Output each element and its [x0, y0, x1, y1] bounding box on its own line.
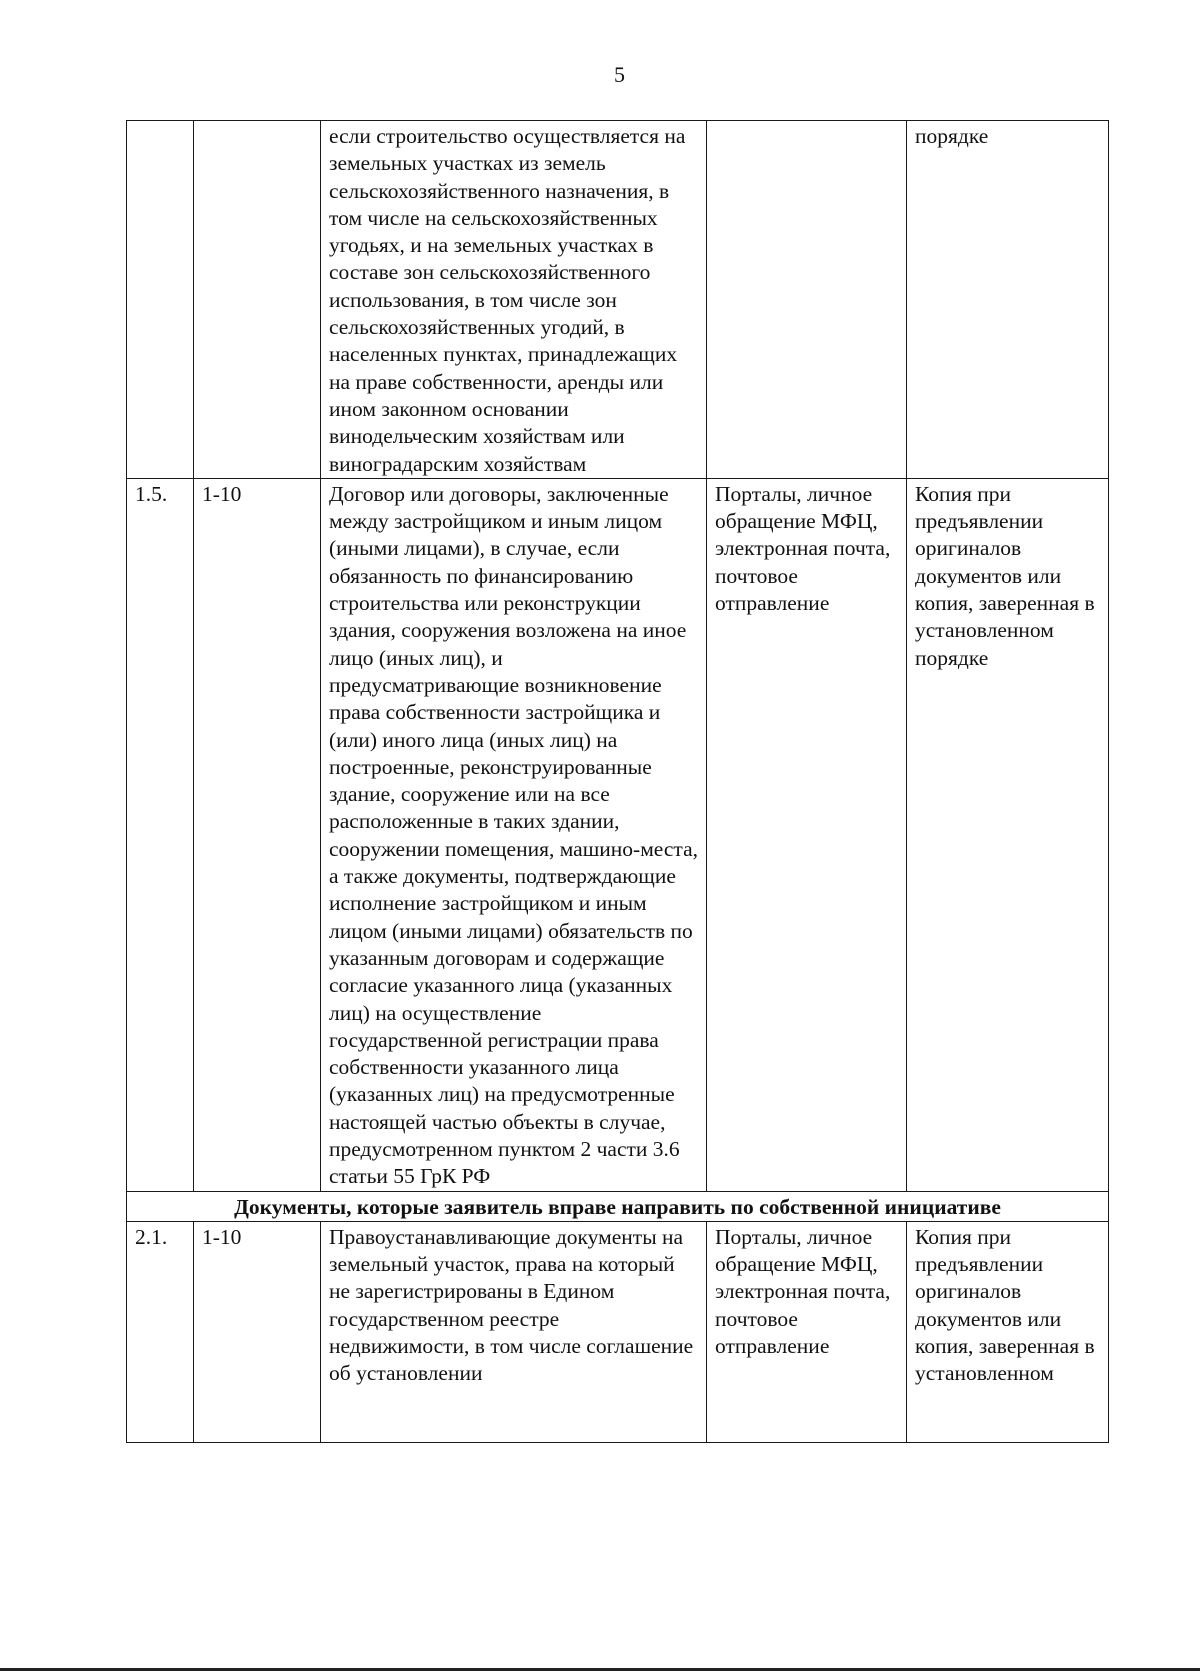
row-range-cell: 1-10 — [194, 478, 321, 1191]
document-description-cell: Правоустанавливающие документы на земельный участок, права на который не зарегистрированы в Едином государственном реестре недвижимости, в том числе соглашение об установлении — [321, 1221, 707, 1442]
row-number-cell: 2.1. — [127, 1221, 194, 1442]
scan-edge-line — [0, 1668, 1200, 1671]
page-number: 5 — [614, 62, 625, 87]
documents-table — [126, 120, 1109, 1443]
table-row — [127, 478, 1109, 1191]
document-form-cell: Копия при предъявлении оригиналов документов или копия, заверенная в установленном порядке — [907, 478, 1109, 1191]
submission-method-cell: Порталы, личное обращение МФЦ, электронная почта, почтовое отправление — [707, 478, 907, 1191]
table-row — [127, 1221, 1109, 1442]
section-heading-row — [127, 1191, 1109, 1221]
submission-method-cell — [707, 121, 907, 479]
row-number-cell: 1.5. — [127, 478, 194, 1191]
document-form-cell: порядке — [907, 121, 1109, 479]
document-description-cell: если строительство осуществляется на земельных участках из земель сельскохозяйственного назначения, в том числе на сельскохозяйственных угодьях, и на земельных участках в составе зон сельскохозяйственного использования, в том числе зон сельскохозяйственных угодий, в населенных пунктах, принадлежащих на праве собственности, аренды или ином законном основании винодельческим хозяйствам или виноградарским хозяйствам — [321, 121, 707, 479]
row-number-cell — [127, 121, 194, 479]
submission-method-cell: Порталы, личное обращение МФЦ, электронная почта, почтовое отправление — [707, 1221, 907, 1442]
row-range-cell — [194, 121, 321, 479]
section-heading: Документы, которые заявитель вправе направить по собственной инициативе — [127, 1191, 1109, 1221]
row-range-cell: 1-10 — [194, 1221, 321, 1442]
table-row — [127, 121, 1109, 479]
document-form-cell: Копия при предъявлении оригиналов документов или копия, заверенная в установленном — [907, 1221, 1109, 1442]
document-description-cell: Договор или договоры, заключенные между застройщиком и иным лицом (иными лицами), в случае, если обязанность по финансированию строительства или реконструкции здания, сооружения возложена на иное лицо (иных лиц), и предусматривающие возникновение права собственности застройщика и (или) иного лица (иных лиц) на построенные, реконструированные здание, сооружение или на все расположенные в таких здании, сооружении помещения, машино-места, а также документы, подтверждающие исполнение застройщиком и иным лицом (иными лицами) обязательств по указанным договорам и содержащие согласие указанного лица (указанных лиц) на осуществление государственной регистрации права собственности указанного лица (указанных лиц) на предусмотренные настоящей частью объекты в случае, предусмотренном пунктом 2 части 3.6 статьи 55 ГрК РФ — [321, 478, 707, 1191]
